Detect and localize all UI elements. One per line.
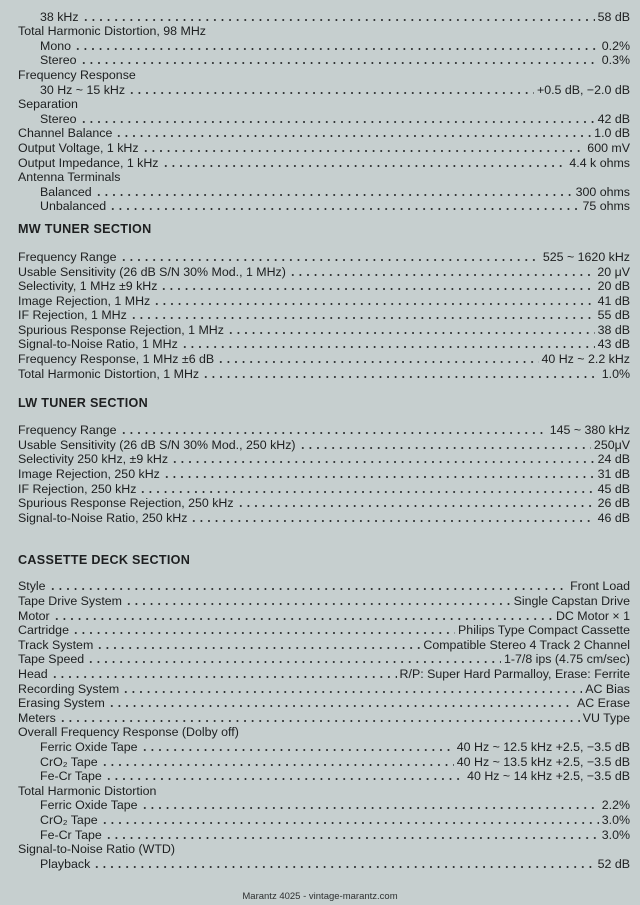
- spec-row: [18, 249, 630, 264]
- spec-row: [18, 184, 630, 199]
- spec-value: 75 ohms: [582, 199, 630, 214]
- spec-value: 20 μV: [597, 264, 630, 279]
- spec-row: [18, 351, 630, 366]
- spec-value: 41 dB: [597, 293, 630, 308]
- spec-value: Compatible Stereo 4 Track 2 Channel: [423, 637, 630, 652]
- spec-label: Fe-Cr Tape: [40, 827, 102, 842]
- dot-leader: [109, 208, 579, 210]
- spec-label: Balanced: [40, 184, 92, 199]
- spec-value: +0.5 dB, −2.0 dB: [536, 82, 630, 97]
- spec-value: Front Load: [570, 579, 630, 594]
- spec-label: Motor: [18, 608, 50, 623]
- dot-leader: [142, 150, 585, 152]
- spec-value: 600 mV: [587, 140, 630, 155]
- spec-row: [18, 783, 630, 798]
- spec-label: Track System: [18, 637, 94, 652]
- spec-label: Head: [18, 666, 48, 681]
- spec-row: [18, 769, 630, 784]
- spec-row: [18, 67, 630, 82]
- spec-label: Total Harmonic Distortion, 1 MHz: [18, 366, 200, 381]
- spec-row: [18, 155, 630, 170]
- spec-value: 40 Hz ~ 12.5 kHz +2.5, −3.5 dB: [456, 739, 630, 754]
- spec-row: [18, 481, 630, 496]
- cassette-spec-list: [18, 579, 630, 871]
- spec-label: Selectivity 250 kHz, ±9 kHz: [18, 452, 169, 467]
- spec-row: [18, 754, 630, 769]
- spec-label: Style: [18, 579, 46, 594]
- spec-row: [18, 366, 630, 381]
- spec-label: IF Rejection, 250 kHz: [18, 481, 137, 496]
- spec-value: 42 dB: [597, 111, 630, 126]
- spec-label: Fe-Cr Tape: [40, 769, 102, 784]
- spec-value: 1.0 dB: [594, 126, 630, 141]
- dot-leader: [227, 332, 595, 334]
- dot-leader: [115, 135, 591, 137]
- fm-tuner-spec-list: [18, 9, 630, 213]
- dot-leader: [80, 62, 599, 64]
- spec-row: [18, 666, 630, 681]
- spec-value: 300 ohms: [575, 184, 630, 199]
- dot-leader: [299, 447, 591, 449]
- spec-value: 26 dB: [597, 496, 630, 511]
- spec-label: IF Rejection, 1 MHz: [18, 308, 127, 323]
- spec-row: [18, 437, 630, 452]
- spec-label: Ferric Oxide Tape: [40, 739, 138, 754]
- spec-value: 20 dB: [597, 279, 630, 294]
- spec-value: 38 dB: [597, 322, 630, 337]
- spec-row: [18, 308, 630, 323]
- spec-row: [18, 82, 630, 97]
- spec-value: 24 dB: [597, 452, 630, 467]
- spec-row: [18, 842, 630, 857]
- spec-row: [18, 97, 630, 112]
- spec-label: Total Harmonic Distortion: [18, 783, 157, 798]
- spec-row: [18, 140, 630, 155]
- spec-label: Output Voltage, 1 kHz: [18, 140, 139, 155]
- dot-leader: [237, 505, 595, 507]
- spec-value: 45 dB: [597, 481, 630, 496]
- cassette-section-title: CASSETTE DECK SECTION: [18, 552, 191, 567]
- spec-row: [18, 608, 630, 623]
- dot-leader: [217, 361, 538, 363]
- mw-spec-list: [18, 249, 630, 380]
- spec-row: [18, 710, 630, 725]
- spec-row: [18, 38, 630, 53]
- spec-value: 46 dB: [597, 510, 630, 525]
- spec-label: Spurious Response Rejection, 1 MHz: [18, 322, 224, 337]
- dot-leader: [181, 346, 595, 348]
- dot-leader: [162, 165, 567, 167]
- spec-value: R/P: Super Hard Parmalloy, Erase: Ferrite: [399, 666, 630, 681]
- spec-label: Signal-to-Noise Ratio, 1 MHz: [18, 337, 178, 352]
- dot-leader: [163, 476, 595, 478]
- spec-label: Signal-to-Noise Ratio (WTD): [18, 842, 175, 857]
- dot-leader: [51, 676, 397, 678]
- spec-row: [18, 579, 630, 594]
- dot-leader: [53, 618, 553, 620]
- dot-leader: [130, 317, 595, 319]
- spec-row: [18, 637, 630, 652]
- dot-leader: [59, 720, 580, 722]
- spec-row: [18, 199, 630, 214]
- spec-label: Erasing System: [18, 696, 105, 711]
- spec-label: Usable Sensitivity (26 dB S/N 30% Mod., 250 kHz): [18, 437, 296, 452]
- dot-leader: [202, 376, 599, 378]
- dot-leader: [80, 121, 595, 123]
- spec-value: 40 Hz ~ 2.2 kHz: [541, 352, 630, 367]
- spec-label: Recording System: [18, 681, 120, 696]
- spec-label: 38 kHz: [40, 9, 79, 24]
- dot-leader: [105, 837, 599, 839]
- spec-row: [18, 827, 630, 842]
- spec-value: 43 dB: [597, 337, 630, 352]
- spec-row: [18, 53, 630, 68]
- dot-leader: [87, 661, 501, 663]
- dot-leader: [108, 705, 574, 707]
- spec-row: [18, 798, 630, 813]
- dot-leader: [153, 303, 594, 305]
- spec-row: [18, 696, 630, 711]
- spec-label: Signal-to-Noise Ratio, 250 kHz: [18, 510, 188, 525]
- spec-value: 1.0%: [601, 366, 630, 381]
- spec-label: Overall Frequency Response (Dolby off): [18, 725, 239, 740]
- spec-sheet: [18, 9, 630, 871]
- dot-leader: [93, 866, 594, 868]
- spec-label: Unbalanced: [40, 199, 107, 214]
- spec-row: [18, 170, 630, 185]
- dot-leader: [82, 19, 595, 21]
- spec-label: Separation: [18, 97, 78, 112]
- spec-value: 250μV: [593, 437, 630, 452]
- spec-row: [18, 623, 630, 638]
- spec-label: CrO₂ Tape: [40, 754, 98, 769]
- dot-leader: [96, 647, 420, 649]
- spec-label: Tape Drive System: [18, 594, 122, 608]
- spec-row: [18, 322, 630, 337]
- spec-row: [18, 681, 630, 696]
- spec-label: CrO₂ Tape: [40, 812, 98, 827]
- spec-row: [18, 9, 630, 24]
- spec-label: Selectivity, 1 MHz ±9 kHz: [18, 279, 158, 294]
- dot-leader: [120, 259, 540, 261]
- spec-value: 58 dB: [597, 9, 630, 24]
- spec-value: 55 dB: [597, 308, 630, 323]
- spec-value: 0.2%: [601, 38, 630, 53]
- spec-value: 2.2%: [601, 798, 630, 813]
- spec-row: [18, 423, 630, 438]
- lw-spec-list: [18, 423, 630, 525]
- spec-row: [18, 466, 630, 481]
- spec-label: Mono: [40, 38, 71, 53]
- spec-row: [18, 510, 630, 525]
- spec-value: VU Type: [582, 710, 630, 725]
- spec-value: Single Capstan Drive: [513, 594, 630, 608]
- spec-label: Channel Balance: [18, 126, 113, 141]
- dot-leader: [49, 588, 568, 590]
- spec-row: [18, 264, 630, 279]
- dot-leader: [72, 632, 455, 634]
- spec-value: DC Motor × 1: [555, 608, 630, 623]
- page-footer: Marantz 4025 - vintage-marantz.com: [242, 891, 398, 902]
- dot-leader: [289, 274, 594, 276]
- spec-label: Usable Sensitivity (26 dB S/N 30% Mod., 1 MHz): [18, 264, 286, 279]
- spec-row: [18, 812, 630, 827]
- spec-value: 3.0%: [601, 812, 630, 827]
- spec-value: 31 dB: [597, 467, 630, 482]
- spec-value: 40 Hz ~ 14 kHz +2.5, −3.5 dB: [467, 769, 630, 784]
- spec-value: 525 ~ 1620 kHz: [542, 249, 630, 264]
- spec-label: Image Rejection, 250 kHz: [18, 467, 160, 482]
- spec-value: 1-7/8 ips (4.75 cm/sec): [503, 652, 630, 667]
- dot-leader: [160, 288, 594, 290]
- mw-section-title: MW TUNER SECTION: [18, 222, 152, 237]
- spec-row: [18, 24, 630, 39]
- spec-row: [18, 496, 630, 511]
- dot-leader: [74, 48, 599, 50]
- spec-label: Spurious Response Rejection, 250 kHz: [18, 496, 234, 511]
- spec-row: [18, 337, 630, 352]
- spec-row: [18, 452, 630, 467]
- dot-leader: [95, 194, 573, 196]
- spec-value: AC Erase: [576, 696, 630, 711]
- spec-label: Frequency Response, 1 MHz ±6 dB: [18, 352, 215, 367]
- dot-leader: [101, 764, 454, 766]
- dot-leader: [120, 432, 547, 434]
- spec-label: Frequency Response: [18, 67, 136, 82]
- spec-row: [18, 593, 630, 608]
- spec-label: Frequency Range: [18, 423, 117, 438]
- spec-label: Image Rejection, 1 MHz: [18, 293, 151, 308]
- spec-row: [18, 725, 630, 740]
- spec-label: Output Impedance, 1 kHz: [18, 155, 159, 170]
- spec-value: 52 dB: [597, 856, 630, 871]
- spec-row: [18, 126, 630, 141]
- spec-label: Total Harmonic Distortion, 98 MHz: [18, 24, 206, 39]
- spec-label: 30 Hz ~ 15 kHz: [40, 82, 126, 97]
- spec-value: Philips Type Compact Cassette: [458, 623, 630, 638]
- dot-leader: [141, 807, 599, 809]
- lw-section-title: LW TUNER SECTION: [18, 395, 149, 410]
- dot-leader: [141, 749, 454, 751]
- spec-label: Stereo: [40, 111, 77, 126]
- spec-value: 145 ~ 380 kHz: [549, 423, 630, 438]
- spec-label: Tape Speed: [18, 652, 85, 667]
- spec-row: [18, 111, 630, 126]
- spec-value: 3.0%: [601, 827, 630, 842]
- spec-value: 0.3%: [601, 53, 630, 68]
- dot-leader: [101, 822, 599, 824]
- dot-leader: [128, 92, 534, 94]
- spec-row: [18, 739, 630, 754]
- spec-label: Frequency Range: [18, 249, 117, 264]
- spec-row: [18, 279, 630, 294]
- dot-leader: [122, 691, 582, 693]
- spec-row: [18, 652, 630, 667]
- dot-leader: [125, 603, 511, 605]
- spec-label: Playback: [40, 856, 91, 871]
- spec-value: AC Bias: [585, 681, 630, 696]
- dot-leader: [171, 461, 595, 463]
- dot-leader: [190, 520, 594, 522]
- spec-label: Cartridge: [18, 623, 69, 638]
- spec-label: Ferric Oxide Tape: [40, 798, 138, 813]
- spec-label: Meters: [18, 710, 56, 725]
- dot-leader: [105, 778, 464, 780]
- spec-value: 40 Hz ~ 13.5 kHz +2.5, −3.5 dB: [456, 754, 630, 769]
- spec-label: Antenna Terminals: [18, 170, 121, 185]
- spec-row: [18, 293, 630, 308]
- spec-value: 4.4 k ohms: [569, 155, 630, 170]
- dot-leader: [139, 491, 594, 493]
- spec-label: Stereo: [40, 53, 77, 68]
- spec-row: [18, 856, 630, 871]
